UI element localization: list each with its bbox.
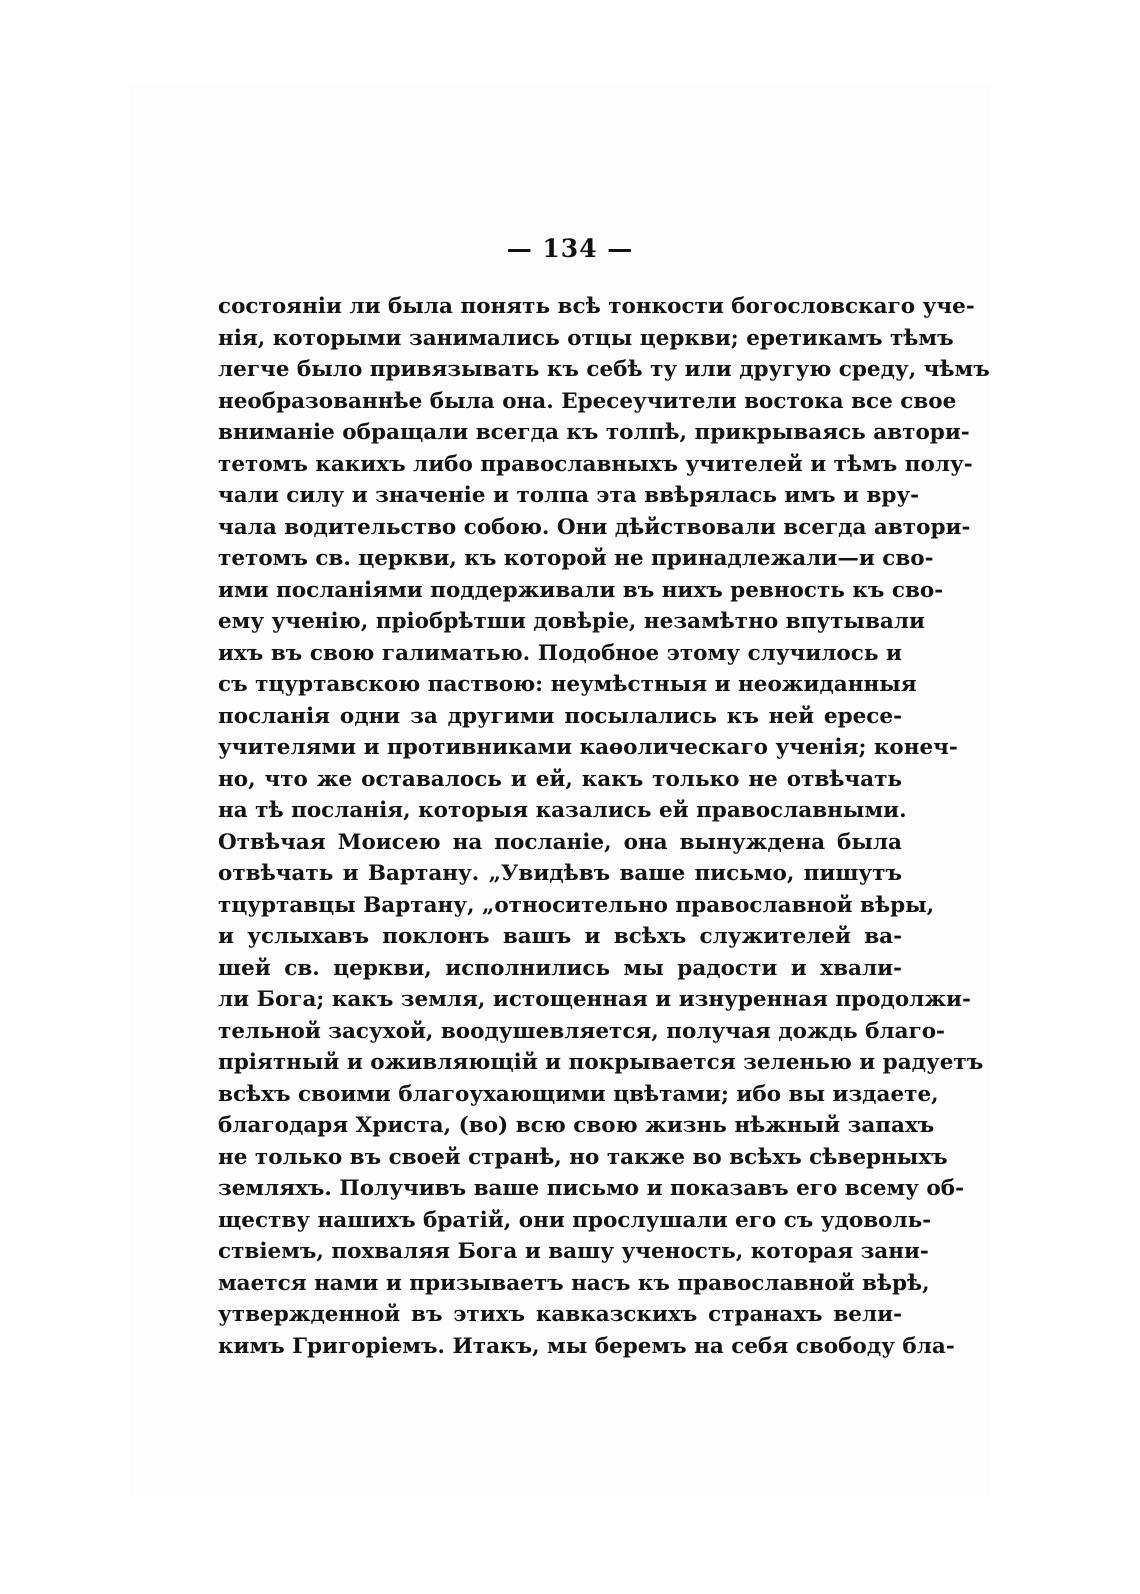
text-line: но, что же оставалось и ей, какъ только не отвѣчать <box>218 766 902 792</box>
body-text <box>218 291 990 1362</box>
text-line: тельной засухой, воодушевляется, получая дождь благо- <box>218 1018 945 1044</box>
text-line: утвержденной въ этихъ кавказскихъ странахъ вели- <box>218 1302 902 1327</box>
text-line: не только въ своей странѣ, но также во всѣхъ сѣверныхъ <box>218 1144 948 1170</box>
text-line: на тѣ посланія, которыя казались ей православными. <box>218 798 907 823</box>
text-line: тетомъ св. церкви, къ которой не принадлежали—и сво- <box>218 546 934 571</box>
text-line: легче было привязывать къ себѣ ту или другую среду, чѣмъ <box>218 357 990 382</box>
text-line: кимъ Григоріемъ. Итакъ, мы беремъ на себя свободу бла- <box>218 1333 955 1359</box>
text-line: чала водительство собою. Они дѣйствовали всегда автори- <box>218 514 971 540</box>
text-line: всѣхъ своими благоухающими цвѣтами; ибо вы издаете, <box>218 1081 939 1107</box>
text-line: Отвѣчая Моисею на посланіе, она вынуждена была <box>218 829 902 855</box>
text-line: учителями и противниками каѳолическаго ученія; конеч- <box>218 735 958 760</box>
text-line: ществу нашихъ братій, они прослушали его съ удоволь- <box>218 1207 932 1233</box>
text-line: ли Бога; какъ земля, истощенная и изнуренная продолжи- <box>218 987 971 1012</box>
page-number: — 134 — <box>506 234 634 263</box>
text-line: шей св. церкви, исполнились мы радости и хвали- <box>218 955 902 981</box>
text-line: ихъ въ свою галиматью. Подобное этому случилось и <box>218 640 902 666</box>
text-line: отвѣчать и Вартану. „Увидѣвъ ваше письмо, пишутъ <box>218 861 902 886</box>
text-line: мается нами и призываетъ насъ къ православной вѣрѣ, <box>218 1270 930 1296</box>
text-line: вниманіе обращали всегда къ толпѣ, прикрываясь автори- <box>218 420 970 445</box>
text-line: посланія одни за другими посылались къ ней ересе- <box>218 703 902 729</box>
text-line: тетомъ какихъ либо православныхъ учителей и тѣмъ полу- <box>218 451 973 477</box>
text-line: ему ученію, пріобрѣтши довѣріе, незамѣтно впутывали <box>218 609 925 634</box>
text-line: нія, которыми занимались отцы церкви; еретикамъ тѣмъ <box>218 325 954 351</box>
text-line: благодаря Христа, (во) всю свою жизнь нѣжный запахъ <box>218 1113 935 1138</box>
text-line: состояніи ли была понять всѣ тонкости богословскаго уче- <box>218 294 975 319</box>
text-line: пріятный и оживляющій и покрывается зеленью и радуетъ <box>218 1050 984 1075</box>
text-line: ими посланіями поддерживали въ нихъ ревность къ сво- <box>218 577 944 603</box>
text-line: ствіемъ, похваляя Бога и вашу ученость, которая зани- <box>218 1239 929 1264</box>
text-line: необразованнѣе была она. Ересеучители востока все свое <box>218 388 957 414</box>
text-line: земляхъ. Получивъ ваше письмо и показавъ его всему об- <box>218 1176 965 1201</box>
text-line: чали силу и значеніе и толпа эта ввѣрялась имъ и вру- <box>218 483 920 508</box>
text-line: тцуртавцы Вартану, „относительно православной вѣры, <box>218 892 935 918</box>
text-line: и услыхавъ поклонъ вашъ и всѣхъ служителей ва- <box>218 924 902 949</box>
text-line: съ тцуртавскою паствою: неумѣстныя и неожиданныя <box>218 672 917 697</box>
